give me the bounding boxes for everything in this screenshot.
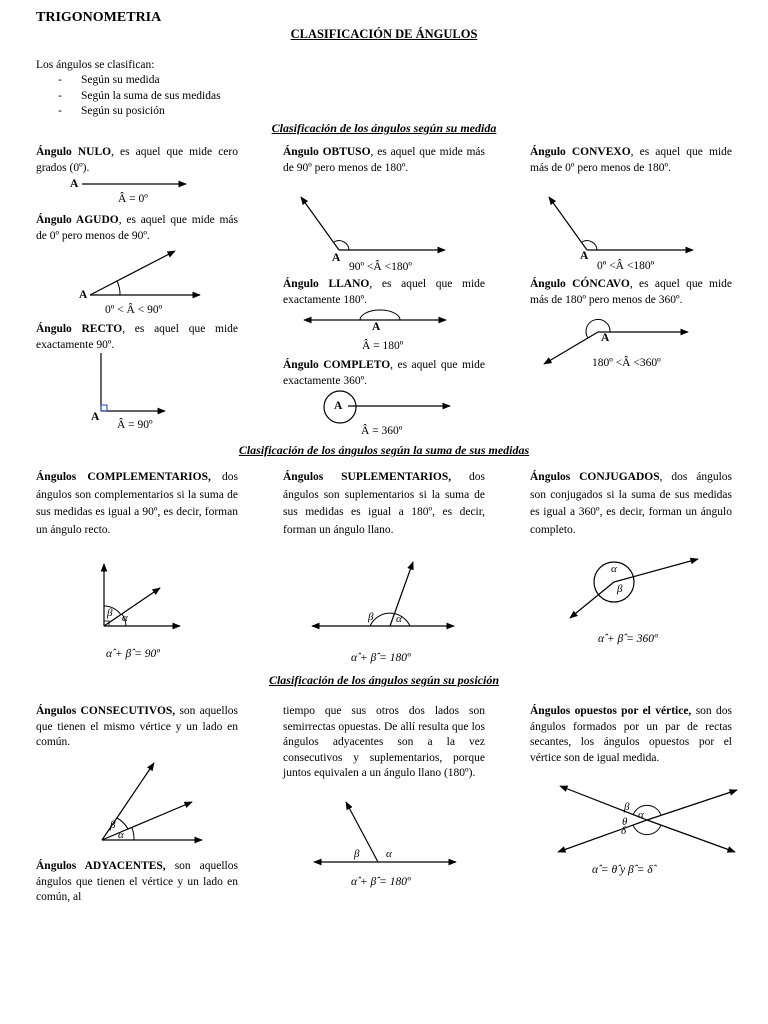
opuestos-name: Ángulos opuestos por el vértice, — [530, 705, 692, 717]
obtuso-text: , es aquel que mide más de 90º pero menos de 180º. — [283, 146, 485, 174]
subject-title: TRIGONOMETRIA — [36, 10, 162, 25]
adyacentes-name: Ángulos ADYACENTES, — [36, 860, 166, 872]
nulo-vertex-label: A — [70, 178, 79, 190]
convexo-figure — [543, 192, 703, 262]
suplementarios-figure — [308, 556, 458, 636]
recto-formula: Â = 90º — [117, 419, 153, 431]
obtuso-formula: 90º <Â <180º — [349, 261, 412, 273]
completo-formula: Â = 360º — [361, 425, 403, 437]
concavo-definition — [530, 277, 732, 308]
criteria-item: - Según la suma de sus medidas — [36, 89, 221, 105]
llano-definition — [283, 277, 485, 308]
convexo-text: , es aquel que mide más de 0º pero menos de 180º. — [530, 146, 732, 174]
recto-name: Ángulo RECTO — [36, 323, 123, 335]
concavo-text: , es aquel que mide más de 180º pero menos de 360º. — [530, 278, 732, 306]
concavo-vertex-label: A — [601, 332, 610, 344]
llano-formula: Â = 180º — [362, 340, 404, 352]
recto-figure — [95, 345, 175, 420]
adyacentes-beta-label: β — [354, 848, 360, 860]
opuestos-formula: α̂ = θ̂ y β̂ = δ̂ — [592, 864, 653, 876]
agudo-formula: 0º < Â < 90º — [105, 304, 163, 316]
opuestos-text: son dos ángulos formados por un par de rectas secantes, los ángulos opuestos por el vértice son de igual medida. — [530, 705, 733, 764]
consecutivos-alpha-label: α — [118, 829, 124, 841]
concavo-name: Ángulo CÓNCAVO — [530, 278, 630, 290]
suplementarios-text: dos ángulos son suplementarios si la suma de sus medidas es igual a 180º, es decir, forman un ángulo llano. — [283, 471, 486, 536]
opuestos-figure — [552, 780, 742, 860]
llano-vertex-label: A — [372, 321, 381, 333]
complementarios-name: Ángulos COMPLEMENTARIOS, — [36, 471, 211, 483]
opuestos-theta-label: θ — [622, 816, 628, 828]
complementarios-text: dos ángulos son complementarios si la suma de sus medidas es igual a 90º, es decir, forman un ángulo recto. — [36, 471, 239, 536]
recto-text: , es aquel que mide exactamente 90º. — [36, 323, 238, 351]
complementarios-beta-label: β — [107, 607, 113, 619]
consecutivos-beta-label: β — [110, 819, 116, 831]
consecutivos-name: Ángulos CONSECUTIVOS, — [36, 705, 176, 717]
complementarios-figure — [96, 558, 186, 633]
nulo-figure — [60, 172, 200, 212]
conjugados-name: Ángulos CONJUGADOS — [530, 471, 660, 483]
agudo-text: , es aquel que mide más de 0º pero menos de 90º. — [36, 214, 239, 242]
complementarios-formula: α̂ + β̂ = 90º — [106, 648, 160, 660]
criteria-list — [36, 73, 221, 120]
opuestos-definition — [530, 704, 732, 766]
section-heading-measure: Clasificación de los ángulos según su medida — [271, 121, 497, 135]
conjugados-text: , dos ángulos son conjugados si la suma de sus medidas es igual a 360º, es decir, forman un ángulo completo. — [530, 471, 732, 536]
agudo-figure — [80, 245, 210, 305]
consecutivos-figure — [96, 758, 206, 848]
nulo-formula: Â = 0º — [118, 193, 148, 205]
llano-text: , es aquel que mide exactamente 180º. — [283, 278, 485, 306]
consecutivos-text: son aquellos que tienen el mismo vértice y un lado en común. — [36, 705, 238, 748]
complementarios-alpha-label: α — [122, 612, 128, 624]
nulo-text: , es aquel que mide cero grados (0º). — [36, 146, 238, 174]
suplementarios-formula: α̂ + β̂ = 180º — [351, 652, 411, 664]
opuestos-delta-label: δ — [621, 825, 627, 837]
convexo-name: Ángulo CONVEXO — [530, 146, 631, 158]
nulo-name: Ángulo NULO — [36, 146, 112, 158]
criteria-item: - Según su posición — [36, 104, 221, 120]
suplementarios-definition — [283, 469, 485, 539]
adyacentes-alpha-label: α — [386, 848, 392, 860]
completo-name: Ángulo COMPLETO — [283, 359, 391, 371]
suplementarios-beta-label: β — [368, 611, 374, 623]
agudo-vertex-label: A — [79, 289, 88, 301]
conjugados-alpha-label: α — [611, 563, 617, 575]
conjugados-definition — [530, 469, 732, 539]
convexo-formula: 0º <Â <180º — [597, 260, 655, 272]
opuestos-beta-label: β — [624, 801, 630, 813]
adyacentes-text: son aquellos ángulos que tienen el vértice y un lado en común, al — [36, 860, 238, 903]
convexo-definition — [530, 145, 732, 176]
complementarios-definition — [36, 469, 238, 539]
adyacentes-continuation: tiempo que sus otros dos lados son semirrectas opuestas. De allí resulta que los ángulos adyacentes son a la vez consecutivos y suplementarios, porque juntos equivalen a un ángulo llano (180º). — [283, 705, 485, 779]
criteria-item: - Según su medida — [36, 73, 221, 89]
intro-lead: Los ángulos se clasifican: — [36, 59, 155, 71]
concavo-formula: 180º <Â <360º — [592, 357, 661, 369]
adyacentes-figure — [310, 798, 460, 868]
convexo-vertex-label: A — [580, 250, 589, 262]
obtuso-definition — [283, 145, 485, 176]
obtuso-name: Ángulo OBTUSO — [283, 146, 371, 158]
suplementarios-alpha-label: α — [396, 613, 402, 625]
suplementarios-name: Ángulos SUPLEMENTARIOS, — [283, 471, 452, 483]
llano-name: Ángulo LLANO — [283, 278, 370, 290]
conjugados-beta-label: β — [617, 583, 623, 595]
agudo-name: Ángulo AGUDO — [36, 214, 119, 226]
adyacentes-definition — [36, 859, 238, 906]
agudo-definition — [36, 213, 238, 244]
completo-definition — [283, 358, 485, 389]
consecutivos-definition — [36, 704, 238, 751]
conjugados-figure — [566, 556, 706, 626]
opuestos-alpha-label: α — [638, 809, 644, 821]
recto-vertex-label: A — [91, 411, 100, 423]
section-heading-position: Clasificación de los ángulos según su posición — [268, 673, 500, 687]
completo-vertex-label: A — [334, 400, 343, 412]
conjugados-formula: α̂ + β̂ = 360º — [598, 633, 658, 645]
completo-text: , es aquel que mide exactamente 360º. — [283, 359, 486, 387]
adyacentes-formula: α̂ + β̂ = 180º — [351, 876, 411, 888]
page-title: CLASIFICACIÓN DE ÁNGULOS — [290, 27, 478, 41]
obtuso-figure — [295, 192, 455, 262]
section-heading-sum: Clasificación de los ángulos según la suma de sus medidas — [238, 443, 530, 457]
obtuso-vertex-label: A — [332, 252, 341, 264]
